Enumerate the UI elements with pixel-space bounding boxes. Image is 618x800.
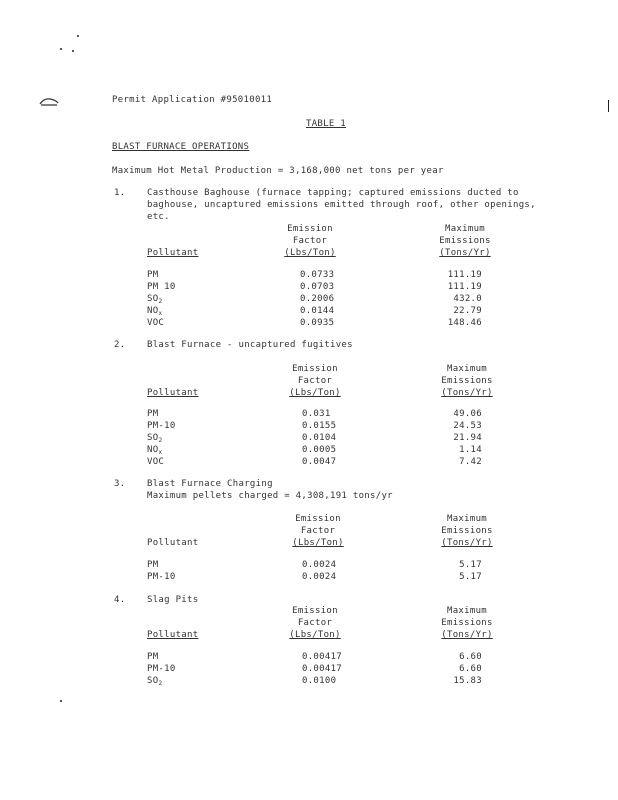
permit-number: Permit Application #95010011	[112, 95, 273, 105]
col-header-ef: Factor	[297, 618, 333, 628]
pollutant: PM-10	[147, 421, 176, 431]
item-title: Casthouse Baghouse (furnace tapping; captured emissions ducted to	[147, 188, 519, 198]
item-title: Blast Furnace - uncaptured fugitives	[147, 340, 353, 350]
pollutant: NO	[147, 306, 159, 316]
col-header-ef: (Lbs/Ton)	[289, 630, 341, 640]
col-header-me: Emissions	[441, 526, 493, 536]
max-emissions: 6.60	[459, 652, 482, 662]
pollutant: PM 10	[147, 282, 176, 292]
col-header-pollutant: Pollutant	[147, 248, 199, 258]
pollutant: SO	[147, 294, 159, 304]
col-header-me: (Tons/Yr)	[441, 538, 493, 548]
max-emissions: 7.42	[459, 457, 482, 467]
emission-factor: 0.0005	[302, 445, 337, 455]
production-line: Maximum Hot Metal Production = 3,168,000 net tons per year	[112, 166, 444, 176]
col-header-pollutant: Pollutant	[147, 538, 199, 548]
max-emissions: 111.19	[447, 270, 482, 280]
emission-factor: 0.00417	[302, 652, 343, 662]
scan-speck	[77, 35, 79, 37]
page-mark-icon	[38, 96, 60, 108]
max-emissions: 15.83	[453, 676, 482, 686]
col-header-me: (Tons/Yr)	[441, 630, 493, 640]
emission-factor: 0.0100	[302, 676, 337, 686]
emission-factor: 0.0733	[300, 270, 335, 280]
emission-factor: 0.00417	[302, 664, 343, 674]
pollutant: VOC	[147, 457, 165, 467]
section-title: BLAST FURNACE OPERATIONS	[112, 142, 250, 152]
col-header-pollutant: Pollutant	[147, 630, 199, 640]
item-title-line: Maximum pellets charged = 4,308,191 tons/yr	[147, 491, 393, 501]
col-header-ef: Emission	[295, 514, 341, 524]
col-header-ef: Factor	[300, 526, 336, 536]
pollutant: PM	[147, 652, 159, 662]
col-header-ef: Emission	[287, 224, 333, 234]
pollutant: PM	[147, 270, 159, 280]
pollutant: PM	[147, 560, 159, 570]
max-emissions: 22.79	[453, 306, 482, 316]
max-emissions: 1.14	[459, 445, 482, 455]
max-emissions: 148.46	[447, 318, 482, 328]
col-header-ef: (Lbs/Ton)	[292, 538, 344, 548]
max-emissions: 21.94	[453, 433, 482, 443]
col-header-ef: Emission	[292, 606, 338, 616]
item-number: 3.	[114, 479, 126, 489]
max-emissions: 432.0	[453, 294, 482, 304]
scan-speck	[72, 50, 74, 52]
col-header-ef: Emission	[292, 364, 338, 374]
scan-speck	[608, 100, 609, 112]
col-header-me: Maximum	[446, 364, 488, 374]
col-header-ef: Factor	[292, 236, 328, 246]
item-title-line: etc.	[147, 212, 170, 222]
emission-factor: 0.0144	[300, 306, 335, 316]
pollutant: PM	[147, 409, 159, 419]
col-header-ef: (Lbs/Ton)	[289, 388, 341, 398]
pollutant: PM-10	[147, 572, 176, 582]
scan-speck	[60, 700, 62, 702]
item-number: 4.	[114, 595, 126, 605]
col-header-me: Maximum	[446, 606, 488, 616]
item-title-line: baghouse, uncaptured emissions emitted through roof, other openings,	[147, 200, 536, 210]
col-header-pollutant: Pollutant	[147, 388, 199, 398]
item-number: 1.	[114, 188, 126, 198]
col-header-me: (Tons/Yr)	[441, 388, 493, 398]
col-header-me: Emissions	[441, 376, 493, 386]
item-number: 2.	[114, 340, 126, 350]
col-header-me: Maximum	[444, 224, 486, 234]
emission-factor: 0.031	[302, 409, 331, 419]
col-header-ef: Factor	[297, 376, 333, 386]
emission-factor: 0.0155	[302, 421, 337, 431]
col-header-me: Emissions	[439, 236, 491, 246]
table-title: TABLE 1	[306, 119, 347, 129]
pollutant: SO	[147, 433, 159, 443]
item-title: Slag Pits	[147, 595, 199, 605]
max-emissions: 5.17	[459, 572, 482, 582]
emission-factor: 0.2006	[300, 294, 335, 304]
col-header-me: Maximum	[446, 514, 488, 524]
emission-factor: 0.0047	[302, 457, 337, 467]
emission-factor: 0.0024	[302, 572, 337, 582]
col-header-ef: (Lbs/Ton)	[284, 248, 336, 258]
emission-factor: 0.0703	[300, 282, 335, 292]
item-title: Blast Furnace Charging	[147, 479, 273, 489]
pollutant: PM-10	[147, 664, 176, 674]
max-emissions: 6.60	[459, 664, 482, 674]
scan-speck	[60, 48, 62, 50]
pollutant: VOC	[147, 318, 165, 328]
emission-factor: 0.0104	[302, 433, 337, 443]
col-header-me: Emissions	[441, 618, 493, 628]
emission-factor: 0.0024	[302, 560, 337, 570]
pollutant: NO	[147, 445, 159, 455]
pollutant: SO	[147, 676, 159, 686]
col-header-me: (Tons/Yr)	[439, 248, 491, 258]
max-emissions: 49.06	[453, 409, 482, 419]
max-emissions: 111.19	[447, 282, 482, 292]
max-emissions: 5.17	[459, 560, 482, 570]
max-emissions: 24.53	[453, 421, 482, 431]
emission-factor: 0.0935	[300, 318, 335, 328]
